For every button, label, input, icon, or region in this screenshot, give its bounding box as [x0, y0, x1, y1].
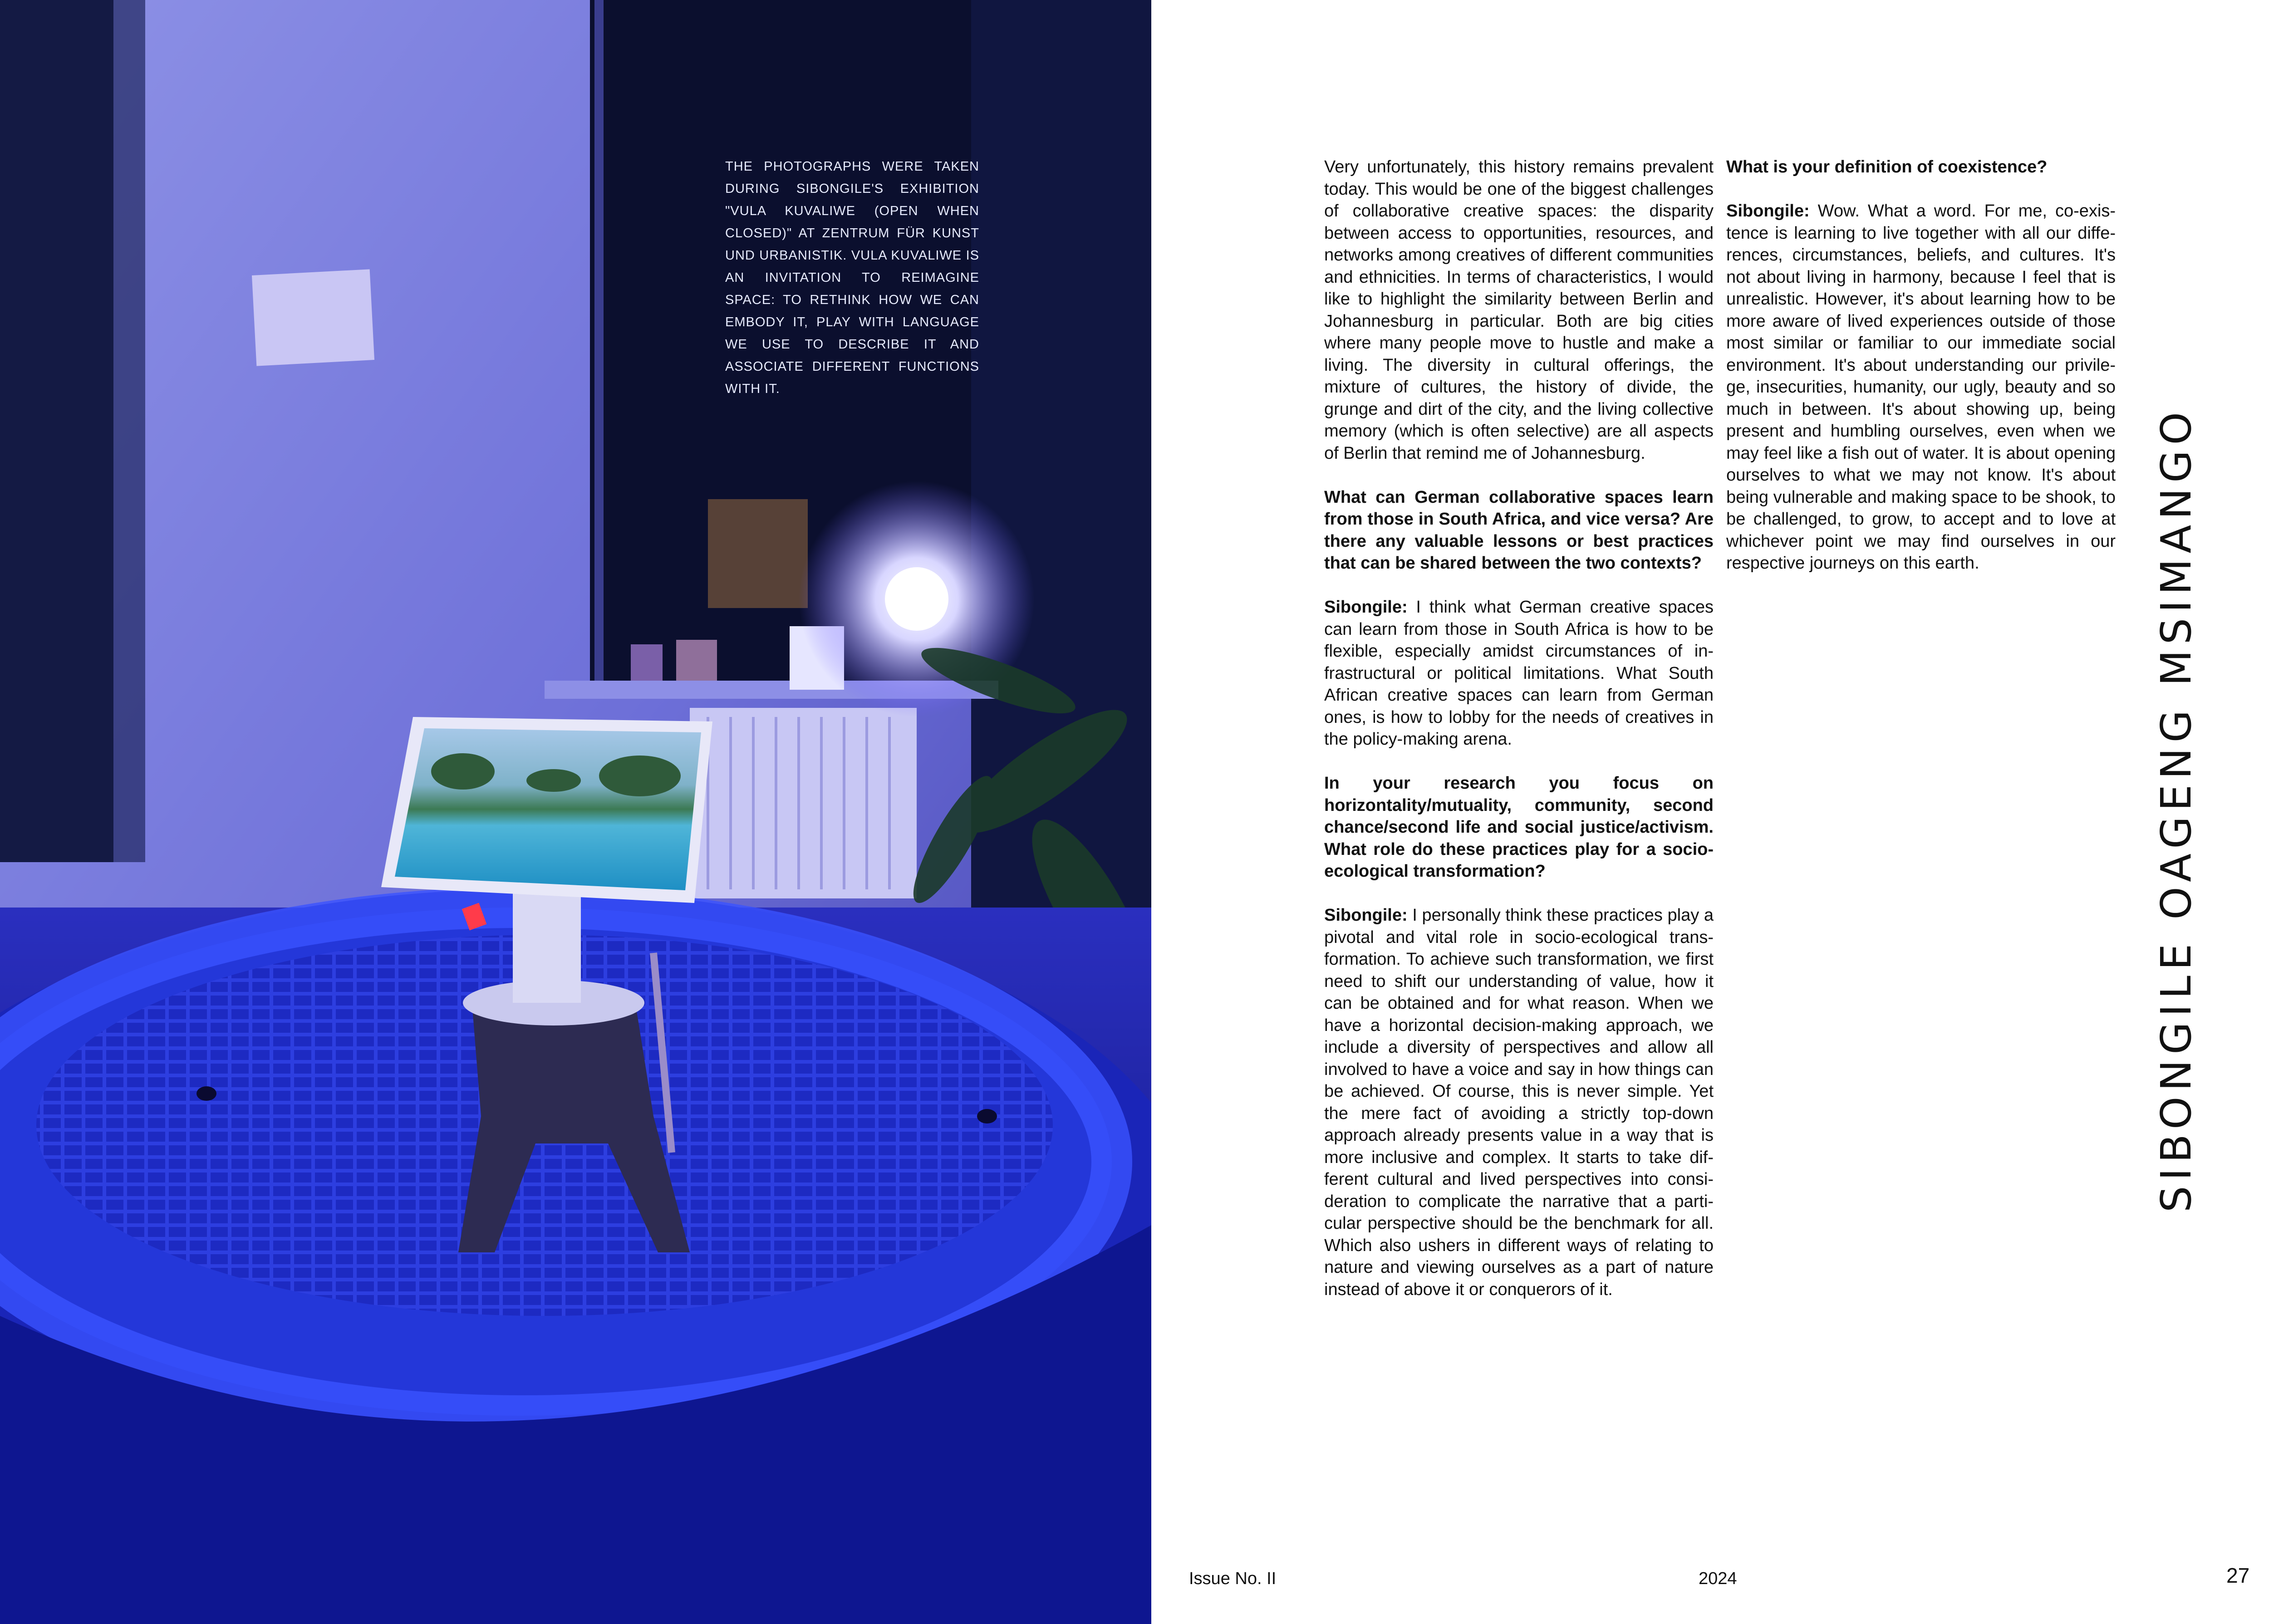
answer-3-text: Wow. What a word. For me, co-existence is learning to live together with all our differences, circumstances, beliefs, and cultures. It's not about living in harmony, because I feel that is unrealistic. However, it's about learning how to be more aware of lived experiences outside of those most similar or familiar to our immediate social environment. It's about understanding our privilege, insecurities, humanity, our ugly, beauty and so much in between. It's about showing up, being present and humbling ourselves, even when we may feel like a fish out of water. It is about opening ourselves to what we may not know. It's about being vulnerable and making space to be shook, to be challenged, to grow, to accept and to love at whichever point we may find ourselves in our respective journeys on this earth.	[1726, 201, 2116, 573]
answer-3	[1726, 200, 2116, 574]
speaker-label: Sibongile:	[1324, 906, 1408, 925]
answer-1	[1324, 596, 1714, 751]
speaker-label: Sibongile:	[1324, 598, 1408, 617]
intro-paragraph: Very unfortunately, this history remains prevalent today. This would be one of the biggest challenges of collaborative creative spaces: the disparity between access to opportunities, resources, and networks among creatives of different communities and ethnicities. In terms of characteristics, I would like to highlight the similarity between Berlin and Johannesburg in particular. Both are big cities where many people move to hustle and make a living. The diversity in cultural offerings, the mixture of cultures, the history of divide, the grunge and dirt of the city, and the living collective memory (which is often selective) are all aspects of Berlin that remind me of Johannesburg.	[1324, 157, 1714, 463]
question-2: In your research you focus on horizontality/mutuality, community, second chance/second life and social justice/activism. What role do these practices play for a socio-ecological transformation?	[1324, 774, 1714, 881]
article-column-2	[1726, 156, 2116, 596]
question-3: What is your definition of coexistence?	[1726, 157, 2048, 177]
question-1: What can German collaborative spaces learn from those in South Africa, and vice versa? Are there any valuable lessons or best practices that can be shared between the two contexts?	[1324, 487, 1714, 573]
answer-2-text: I personally think these practices play a pivotal and vital role in socio-ecological transformation. To achieve such transformation, we first need to shift our understanding of value, how it can be obtained and for what reason. When we have a horizontal decision-making approach, we include a diversity of perspectives and allow all involved to have a voice and say in how things can be achieved. Of course, this is never simple. Yet the mere fact of avoiding a strictly top-down approach already presents value in a way that is more inclusive and complex. It starts to take different cultural and lived perspectives into consideration to complicate the narrative that a particular perspective should be the benchmark for all. Which also ushers in different ways of relating to nature and viewing ourselves as a part of nature instead of above it or conquerors of it.	[1324, 906, 1714, 1299]
article-column-1	[1324, 156, 1714, 1323]
footer-issue: Issue No. II	[1189, 1569, 1277, 1588]
page-number: 27	[2226, 1564, 2250, 1587]
photo-caption: THE PHOTOGRAPHS WERE TAKEN DURING SIBONGILE'S EXHIBITION "VULA KUVALIWE (OPEN WHEN CLOSED)" AT ZENTRUM FÜR KUNST UND URBANISTIK. VULA KUVALIWE IS AN INVITATION TO REIMAGINE SPACE: TO RETHINK HOW WE CAN EMBODY IT, PLAY WITH LANGUAGE WE USE TO DESCRIBE IT AND ASSOCIATE DIFFERENT FUNCTIONS WITH IT.	[725, 159, 979, 396]
footer-year: 2024	[1699, 1569, 1737, 1588]
answer-2	[1324, 904, 1714, 1300]
speaker-label: Sibongile:	[1726, 201, 1810, 221]
answer-1-text: I think what German creative spaces can learn from those in South Africa is how to be flexible, especially amidst circumstances of infrastructural or political limitations. What South African creative spaces can learn from German ones, is how to lobby for the needs of creatives in the policy-making arena.	[1324, 598, 1714, 749]
interviewee-name-vertical: SIBONGILE OAGENG MSIMANGO	[2152, 407, 2200, 1212]
